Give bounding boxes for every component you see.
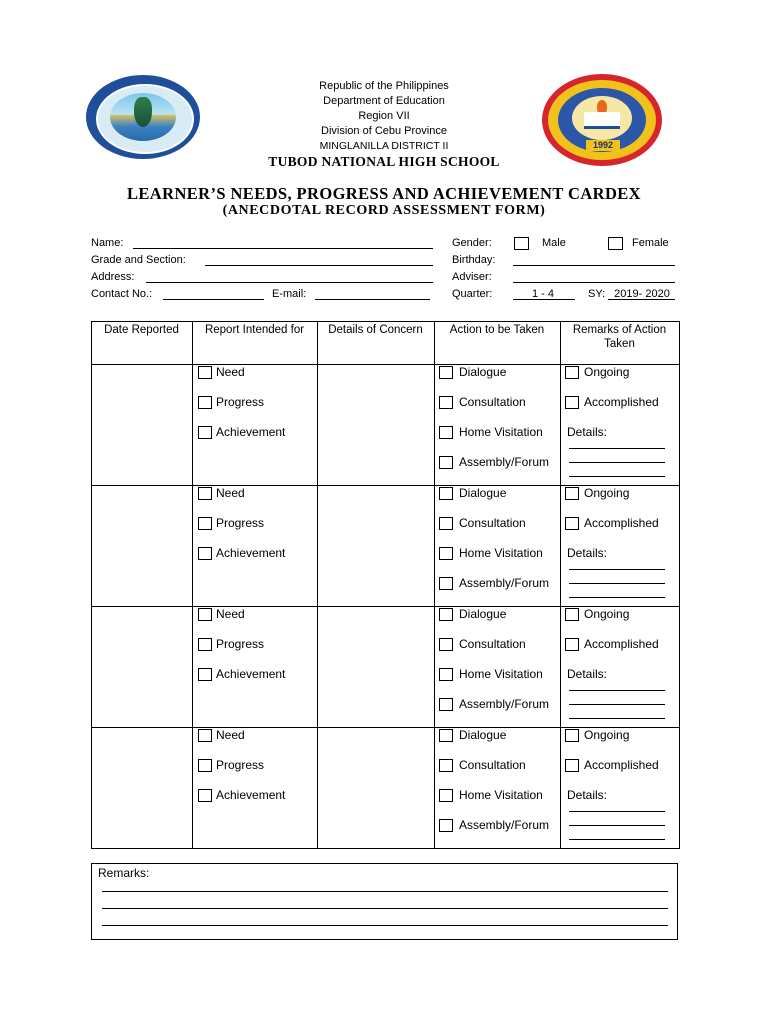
- remark-option-checkbox[interactable]: [565, 729, 579, 742]
- remark-option-label: Ongoing: [584, 728, 630, 742]
- gender-label: Gender:: [452, 237, 492, 249]
- action-option-label: Dialogue: [459, 728, 507, 742]
- remarks-box: [91, 863, 678, 940]
- header-line-division: Division of Cebu Province: [321, 125, 447, 137]
- adviser-label: Adviser:: [452, 271, 492, 283]
- details-line[interactable]: [569, 704, 665, 705]
- action-option-label: Home Visitation: [459, 788, 543, 802]
- details-line[interactable]: [569, 583, 665, 584]
- action-option-label: Assembly/Forum: [459, 576, 550, 590]
- remarks-line[interactable]: [102, 891, 668, 892]
- action-option-label: Assembly/Forum: [459, 455, 550, 469]
- details-line[interactable]: [569, 476, 665, 477]
- action-option-label: Home Visitation: [459, 425, 543, 439]
- report-option-checkbox[interactable]: [198, 789, 212, 802]
- action-option-label: Dialogue: [459, 486, 507, 500]
- remarks-line[interactable]: [102, 925, 668, 926]
- header-line-region: Region VII: [358, 110, 410, 122]
- remark-option-label: Ongoing: [584, 365, 630, 379]
- remark-option-checkbox[interactable]: [565, 517, 579, 530]
- name-field[interactable]: [133, 248, 433, 249]
- remark-option-checkbox[interactable]: [565, 608, 579, 621]
- details-line[interactable]: [569, 718, 665, 719]
- email-field[interactable]: [315, 299, 430, 300]
- action-option-checkbox[interactable]: [439, 668, 453, 681]
- female-checkbox[interactable]: [608, 237, 623, 250]
- form-title: LEARNER’S NEEDS, PROGRESS AND ACHIEVEMENT CARDEX: [127, 184, 641, 203]
- action-option-checkbox[interactable]: [439, 789, 453, 802]
- header-line-deped: Department of Education: [323, 95, 445, 107]
- report-option-label: Progress: [216, 516, 265, 530]
- action-option-checkbox[interactable]: [439, 426, 453, 439]
- details-line[interactable]: [569, 462, 665, 463]
- action-option-checkbox[interactable]: [439, 729, 453, 742]
- address-field[interactable]: [146, 282, 433, 283]
- quarter-label: Quarter:: [452, 288, 493, 300]
- action-option-checkbox[interactable]: [439, 517, 453, 530]
- action-option-label: Home Visitation: [459, 667, 543, 681]
- action-option-label: Consultation: [459, 395, 526, 409]
- details-line[interactable]: [569, 597, 665, 598]
- details-of-concern-cell[interactable]: [318, 365, 434, 485]
- form-subtitle: (ANECDOTAL RECORD ASSESSMENT FORM): [222, 203, 546, 218]
- details-label: Details:: [567, 425, 608, 439]
- column-header: Remarks of Action Taken: [572, 324, 667, 350]
- address-label: Address:: [91, 271, 135, 283]
- action-option-checkbox[interactable]: [439, 759, 453, 772]
- action-option-label: Consultation: [459, 516, 526, 530]
- table-grid-line: [434, 321, 435, 849]
- contact-field[interactable]: [163, 299, 264, 300]
- female-label: Female: [632, 237, 669, 249]
- action-option-label: Dialogue: [459, 607, 507, 621]
- remark-option-label: Ongoing: [584, 486, 630, 500]
- column-header: Report Intended for: [204, 324, 305, 336]
- details-line[interactable]: [569, 690, 665, 691]
- remarks-line[interactable]: [102, 908, 668, 909]
- action-option-checkbox[interactable]: [439, 366, 453, 379]
- action-option-label: Assembly/Forum: [459, 697, 550, 711]
- column-header: Date Reported: [104, 324, 179, 336]
- grade-section-label: Grade and Section:: [91, 254, 186, 266]
- remark-option-checkbox[interactable]: [565, 487, 579, 500]
- details-line[interactable]: [569, 825, 665, 826]
- details-line[interactable]: [569, 839, 665, 840]
- table-grid-line: [560, 321, 561, 849]
- remarks-label: Remarks:: [98, 866, 150, 880]
- report-option-label: Achievement: [216, 788, 286, 802]
- action-option-checkbox[interactable]: [439, 698, 453, 711]
- report-option-label: Achievement: [216, 425, 286, 439]
- birthday-label: Birthday:: [452, 254, 496, 266]
- report-option-label: Achievement: [216, 546, 286, 560]
- report-option-label: Progress: [216, 395, 265, 409]
- report-option-checkbox[interactable]: [198, 729, 212, 742]
- birthday-field[interactable]: [513, 265, 675, 266]
- table-grid-line: [91, 848, 680, 849]
- sy-label: SY:: [588, 288, 606, 300]
- details-of-concern-cell[interactable]: [318, 607, 434, 727]
- report-option-checkbox[interactable]: [198, 608, 212, 621]
- table-grid-line: [91, 321, 680, 322]
- action-option-checkbox[interactable]: [439, 456, 453, 469]
- male-label: Male: [542, 237, 566, 249]
- report-option-checkbox[interactable]: [198, 547, 212, 560]
- report-option-label: Progress: [216, 637, 265, 651]
- action-option-checkbox[interactable]: [439, 487, 453, 500]
- details-label: Details:: [567, 788, 608, 802]
- remark-option-checkbox[interactable]: [565, 366, 579, 379]
- action-option-checkbox[interactable]: [439, 396, 453, 409]
- report-option-label: Achievement: [216, 667, 286, 681]
- details-of-concern-cell[interactable]: [318, 486, 434, 606]
- report-option-label: Need: [216, 486, 245, 500]
- date-reported-cell[interactable]: [92, 365, 192, 485]
- grade-section-field[interactable]: [205, 265, 433, 266]
- date-reported-cell[interactable]: [92, 486, 192, 606]
- action-option-checkbox[interactable]: [439, 547, 453, 560]
- report-option-label: Need: [216, 607, 245, 621]
- date-reported-cell[interactable]: [92, 728, 192, 848]
- report-option-checkbox[interactable]: [198, 517, 212, 530]
- action-option-label: Assembly/Forum: [459, 818, 550, 832]
- action-option-label: Home Visitation: [459, 546, 543, 560]
- remark-option-checkbox[interactable]: [565, 396, 579, 409]
- action-option-label: Dialogue: [459, 365, 507, 379]
- report-option-label: Need: [216, 365, 245, 379]
- report-option-checkbox[interactable]: [198, 638, 212, 651]
- quarter-value: 1 - 4: [531, 288, 554, 300]
- remark-option-checkbox[interactable]: [565, 638, 579, 651]
- action-option-checkbox[interactable]: [439, 577, 453, 590]
- details-of-concern-cell[interactable]: [318, 728, 434, 848]
- details-line[interactable]: [569, 448, 665, 449]
- table-grid-line: [679, 321, 680, 849]
- remark-option-label: Ongoing: [584, 607, 630, 621]
- report-option-checkbox[interactable]: [198, 487, 212, 500]
- details-label: Details:: [567, 667, 608, 681]
- contact-label: Contact No.:: [91, 288, 153, 300]
- column-header: Action to be Taken: [449, 324, 545, 336]
- header-line-republic: Republic of the Philippines: [319, 80, 449, 92]
- quarter-field[interactable]: [513, 299, 575, 300]
- report-option-label: Progress: [216, 758, 265, 772]
- table-grid-line: [192, 321, 193, 849]
- remark-option-checkbox[interactable]: [565, 759, 579, 772]
- column-header: Details of Concern: [328, 324, 423, 336]
- report-option-checkbox[interactable]: [198, 759, 212, 772]
- report-option-checkbox[interactable]: [198, 426, 212, 439]
- report-option-checkbox[interactable]: [198, 396, 212, 409]
- school-name: TUBOD NATIONAL HIGH SCHOOL: [268, 154, 500, 169]
- remark-option-label: Accomplished: [584, 516, 659, 530]
- remark-option-label: Accomplished: [584, 395, 659, 409]
- remark-option-label: Accomplished: [584, 758, 659, 772]
- male-checkbox[interactable]: [514, 237, 529, 250]
- action-option-checkbox[interactable]: [439, 819, 453, 832]
- report-option-label: Need: [216, 728, 245, 742]
- remark-option-label: Accomplished: [584, 637, 659, 651]
- name-label: Name:: [91, 237, 124, 249]
- date-reported-cell[interactable]: [92, 607, 192, 727]
- action-option-checkbox[interactable]: [439, 608, 453, 621]
- details-line[interactable]: [569, 569, 665, 570]
- email-label: E-mail:: [272, 288, 307, 300]
- sy-field[interactable]: [608, 299, 675, 300]
- action-option-label: Consultation: [459, 758, 526, 772]
- sy-value: 2019- 2020: [614, 288, 670, 300]
- report-option-checkbox[interactable]: [198, 668, 212, 681]
- action-option-label: Consultation: [459, 637, 526, 651]
- report-option-checkbox[interactable]: [198, 366, 212, 379]
- action-option-checkbox[interactable]: [439, 638, 453, 651]
- details-label: Details:: [567, 546, 608, 560]
- school-seal-logo: 1992: [542, 74, 662, 166]
- header-line-district: MINGLANILLA DISTRICT II: [319, 140, 449, 152]
- details-line[interactable]: [569, 811, 665, 812]
- adviser-field[interactable]: [513, 282, 675, 283]
